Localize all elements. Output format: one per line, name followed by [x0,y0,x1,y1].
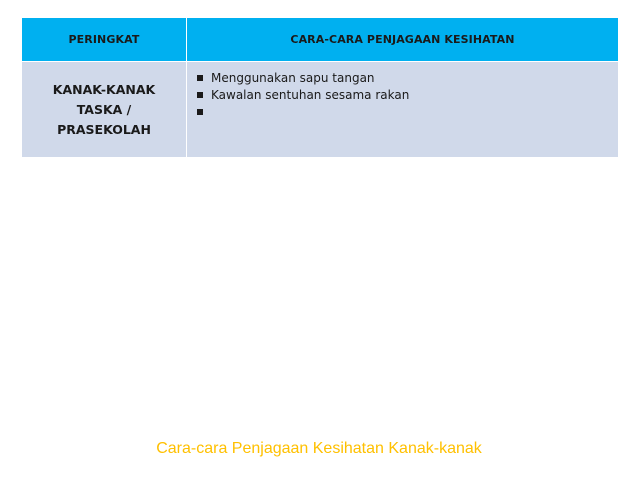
method-text-1: Menggunakan sapu tangan [211,70,375,85]
square-bullet-icon [197,75,203,81]
list-item [197,69,618,86]
level-line-2: TASKA / [76,101,132,117]
methods-list [197,69,618,120]
table-row [22,62,619,158]
table-header-row [22,18,619,62]
level-line-1: KANAK-KANAK [52,81,156,97]
methods-cell [187,62,619,158]
level-line-3: PRASEKOLAH [57,121,151,137]
health-care-table [21,17,619,158]
header-methods [187,18,619,62]
list-item [197,103,618,120]
header-level-label: PERINGKAT [68,33,140,46]
square-bullet-icon [197,109,203,115]
square-bullet-icon [197,92,203,98]
slide-caption: Cara-cara Penjagaan Kesihatan Kanak-kanak [156,440,482,457]
level-cell [22,62,187,158]
method-text-2: Kawalan sentuhan sesama rakan [211,87,410,102]
header-level [22,18,187,62]
header-methods-label: CARA-CARA PENJAGAAN KESIHATAN [290,33,515,46]
list-item [197,86,618,103]
